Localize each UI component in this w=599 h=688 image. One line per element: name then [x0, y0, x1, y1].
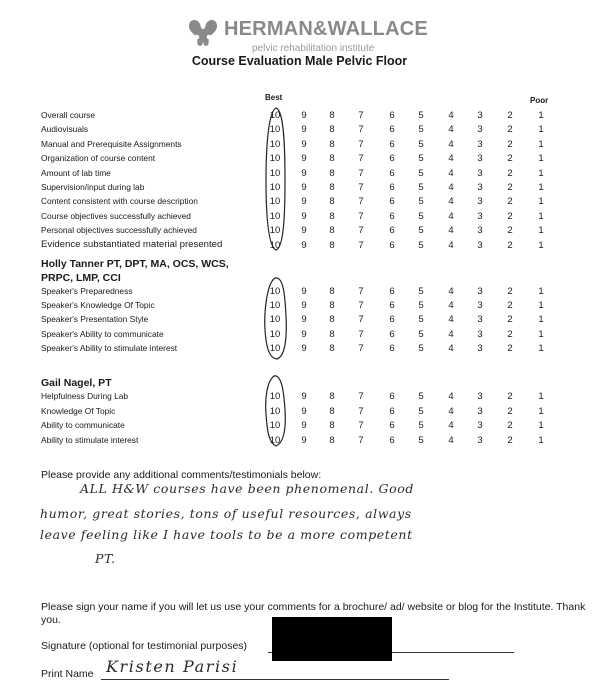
rating-row: [0, 433, 599, 447]
rating-option: 10: [269, 124, 281, 136]
rating-option: 8: [329, 196, 335, 208]
rating-option: 5: [418, 405, 424, 417]
rating-option: 8: [329, 210, 335, 222]
rating-option: 8: [329, 167, 335, 179]
rating-option: 6: [389, 225, 395, 237]
section-speaker-heading: Holly Tanner PT, DPT, MA, OCS, WCS,: [41, 258, 229, 270]
rating-option: 6: [389, 300, 395, 312]
rating-option: 3: [477, 196, 483, 208]
rating-row: [0, 418, 599, 432]
rating-option: 9: [301, 434, 307, 446]
rating-option: 3: [477, 239, 483, 251]
rating-row: [0, 404, 599, 418]
rating-row: [0, 312, 599, 326]
scale-poor-label: Poor: [530, 96, 549, 105]
rating-option: 8: [329, 314, 335, 326]
rating-row: [0, 122, 599, 136]
rating-option: 7: [358, 391, 364, 402]
rating-option: 1: [538, 167, 544, 179]
rating-option: 5: [418, 110, 424, 121]
rating-row: [0, 327, 599, 341]
rating-option: 5: [418, 167, 424, 179]
rating-option: 7: [358, 182, 364, 193]
rating-option: 6: [389, 210, 395, 222]
rating-option: 4: [448, 391, 454, 402]
signature-redaction: [272, 617, 392, 661]
rating-option: 2: [507, 196, 513, 208]
rating-option: 2: [507, 239, 513, 251]
rating-option: 9: [301, 124, 307, 136]
rating-option: 8: [329, 342, 335, 354]
rating-option: 1: [538, 225, 544, 237]
rating-item-label: Organization of course content: [41, 153, 156, 164]
rating-option: 4: [448, 286, 454, 297]
institute-logo: [186, 14, 446, 54]
rating-option: 9: [301, 239, 307, 251]
rating-option: 4: [448, 225, 454, 237]
rating-item-label: Overall course: [41, 110, 95, 120]
rating-item-label: Speaker's Ability to stimulate interest: [41, 342, 178, 353]
rating-option: 9: [301, 286, 307, 297]
rating-option: 10: [269, 391, 281, 402]
rating-item-label: Knowledge Of Topic: [41, 405, 116, 416]
rating-option: 3: [477, 391, 483, 402]
section-speaker-heading: PRPC, LMP, CCI: [41, 272, 121, 284]
rating-option: 8: [329, 420, 335, 432]
rating-option: 10: [269, 300, 281, 312]
rating-option: 8: [329, 434, 335, 446]
rating-option: 4: [448, 196, 454, 208]
rating-option: 9: [301, 210, 307, 222]
rating-row: [0, 166, 599, 180]
rating-option: 5: [418, 239, 424, 251]
rating-option: 9: [301, 225, 307, 237]
rating-option: 6: [389, 434, 395, 446]
rating-item-label: Ability to stimulate interest: [41, 434, 139, 445]
rating-option: 10: [269, 110, 281, 121]
rating-option: 6: [389, 328, 395, 340]
rating-option: 1: [538, 420, 544, 432]
rating-option: 7: [358, 167, 364, 179]
rating-option: 8: [329, 405, 335, 417]
rating-option: 2: [507, 405, 513, 417]
rating-option: 2: [507, 167, 513, 179]
rating-option: 8: [329, 153, 335, 165]
rating-option: 3: [477, 328, 483, 340]
rating-option: 3: [477, 420, 483, 432]
rating-option: 10: [269, 167, 281, 179]
rating-option: 5: [418, 434, 424, 446]
rating-option: 1: [538, 405, 544, 417]
rating-option: 9: [301, 110, 307, 121]
rating-option: 5: [418, 420, 424, 432]
rating-option: 2: [507, 110, 513, 121]
rating-option: 7: [358, 196, 364, 208]
rating-option: 3: [477, 110, 483, 121]
rating-item-label: Course objectives successfully achieved: [41, 210, 191, 221]
rating-option: 3: [477, 286, 483, 297]
rating-option: 5: [418, 391, 424, 402]
brand-tagline: pelvic rehabilitation institute: [252, 43, 375, 54]
rating-option: 7: [358, 124, 364, 136]
rating-item-label: Audiovisuals: [41, 124, 89, 135]
rating-row: [0, 298, 599, 312]
rating-option: 10: [269, 314, 281, 326]
rating-item-label: Amount of lab time: [41, 167, 111, 178]
rating-option: 9: [301, 153, 307, 165]
rating-item-label: Evidence substantiated material presented: [41, 238, 223, 250]
rating-option: 2: [507, 182, 513, 193]
rating-option: 9: [301, 420, 307, 432]
rating-option: 5: [418, 196, 424, 208]
rating-option: 2: [507, 434, 513, 446]
rating-option: 5: [418, 210, 424, 222]
rating-option: 4: [448, 124, 454, 136]
rating-option: 9: [301, 300, 307, 312]
rating-option: 1: [538, 300, 544, 312]
rating-option: 1: [538, 210, 544, 222]
rating-option: 5: [418, 182, 424, 193]
rating-option: 4: [448, 138, 454, 150]
rating-option: 2: [507, 342, 513, 354]
rating-option: 4: [448, 182, 454, 193]
print-name-label: Print Name: [41, 668, 94, 680]
rating-item-label: Supervision/input during lab: [41, 182, 145, 192]
rating-option: 7: [358, 328, 364, 340]
rating-option: 7: [358, 110, 364, 121]
rating-row: [0, 180, 599, 194]
rating-option: 3: [477, 210, 483, 222]
rating-option: 2: [507, 328, 513, 340]
rating-option: 3: [477, 138, 483, 150]
rating-option: 3: [477, 124, 483, 136]
rating-option: 10: [269, 210, 281, 222]
form-title: Course Evaluation Male Pelvic Floor: [191, 54, 408, 68]
rating-option: 7: [358, 286, 364, 297]
rating-option: 3: [477, 182, 483, 193]
rating-option: 10: [269, 286, 281, 297]
rating-option: 10: [269, 138, 281, 150]
rating-option: 8: [329, 391, 335, 402]
rating-option: 1: [538, 286, 544, 297]
rating-option: 8: [329, 300, 335, 312]
rating-option: 7: [358, 420, 364, 432]
rating-option: 3: [477, 153, 483, 165]
rating-option: 10: [269, 342, 281, 354]
rating-option: 10: [269, 434, 281, 446]
handwritten-print-name: Kristen Parisi: [106, 657, 239, 676]
rating-option: 6: [389, 405, 395, 417]
rating-option: 8: [329, 110, 335, 121]
rating-option: 2: [507, 225, 513, 237]
rating-row: [0, 108, 599, 122]
rating-row: [0, 209, 599, 223]
rating-option: 5: [418, 300, 424, 312]
rating-option: 2: [507, 153, 513, 165]
rating-option: 9: [301, 328, 307, 340]
rating-option: 2: [507, 124, 513, 136]
section-speaker-heading: Gail Nagel, PT: [41, 377, 112, 389]
rating-option: 9: [301, 182, 307, 193]
rating-option: 9: [301, 196, 307, 208]
rating-option: 9: [301, 405, 307, 417]
rating-option: 6: [389, 391, 395, 402]
rating-item-label: Content consistent with course description: [41, 196, 198, 207]
rating-option: 6: [389, 124, 395, 136]
rating-option: 6: [389, 153, 395, 165]
rating-option: 1: [538, 342, 544, 354]
rating-option: 1: [538, 239, 544, 251]
rating-item-label: Speaker's Preparedness: [41, 286, 133, 296]
rating-option: 2: [507, 210, 513, 222]
rating-option: 4: [448, 300, 454, 312]
rating-option: 4: [448, 239, 454, 251]
rating-item-label: Speaker's Ability to communicate: [41, 328, 164, 339]
rating-option: 2: [507, 286, 513, 297]
pelvis-logo-icon: [186, 16, 220, 50]
rating-option: 1: [538, 196, 544, 208]
rating-option: 6: [389, 342, 395, 354]
rating-option: 3: [477, 342, 483, 354]
rating-option: 6: [389, 182, 395, 193]
rating-option: 8: [329, 124, 335, 136]
rating-option: 6: [389, 314, 395, 326]
rating-option: 7: [358, 153, 364, 165]
rating-row: [0, 284, 599, 298]
rating-option: 4: [448, 210, 454, 222]
rating-option: 5: [418, 138, 424, 150]
rating-option: 9: [301, 342, 307, 354]
rating-option: 5: [418, 124, 424, 136]
handwritten-comment-line: humor, great stories, tons of useful resources, always: [40, 506, 412, 521]
rating-option: 8: [329, 138, 335, 150]
rating-row: [0, 341, 599, 355]
rating-option: 1: [538, 328, 544, 340]
rating-row: [0, 223, 599, 237]
rating-option: 4: [448, 110, 454, 121]
rating-row: [0, 238, 599, 252]
rating-option: 6: [389, 110, 395, 121]
rating-option: 7: [358, 300, 364, 312]
rating-option: 7: [358, 405, 364, 417]
rating-option: 9: [301, 391, 307, 402]
rating-option: 1: [538, 391, 544, 402]
rating-option: 2: [507, 391, 513, 402]
rating-option: 1: [538, 314, 544, 326]
rating-option: 4: [448, 434, 454, 446]
rating-option: 2: [507, 138, 513, 150]
signature-prompt: Please sign your name if you will let us use your comments for a brochure/ ad/ website or blog for the Institute. Thank you.: [41, 601, 586, 626]
rating-option: 4: [448, 328, 454, 340]
rating-option: 5: [418, 342, 424, 354]
rating-option: 3: [477, 300, 483, 312]
rating-option: 4: [448, 342, 454, 354]
rating-option: 6: [389, 138, 395, 150]
rating-option: 2: [507, 420, 513, 432]
rating-item-label: Speaker's Presentation Style: [41, 314, 149, 325]
rating-option: 7: [358, 239, 364, 251]
rating-option: 1: [538, 138, 544, 150]
rating-option: 9: [301, 167, 307, 179]
scale-best-label: Best: [265, 93, 283, 102]
comments-prompt: Please provide any additional comments/testimonials below:: [41, 469, 322, 481]
rating-option: 2: [507, 300, 513, 312]
rating-option: 10: [269, 153, 281, 165]
rating-option: 8: [329, 328, 335, 340]
rating-option: 7: [358, 225, 364, 237]
rating-option: 4: [448, 405, 454, 417]
rating-option: 3: [477, 225, 483, 237]
rating-option: 5: [418, 225, 424, 237]
rating-item-label: Personal objectives successfully achieved: [41, 225, 197, 236]
rating-option: 6: [389, 420, 395, 432]
rating-option: 1: [538, 124, 544, 136]
rating-row: [0, 137, 599, 151]
rating-item-label: Manual and Prerequisite Assignments: [41, 138, 182, 149]
brand-name: HERMAN&WALLACE: [224, 18, 428, 40]
rating-option: 1: [538, 153, 544, 165]
rating-option: 1: [538, 110, 544, 121]
rating-option: 7: [358, 434, 364, 446]
rating-option: 10: [269, 196, 281, 208]
rating-option: 5: [418, 286, 424, 297]
rating-option: 9: [301, 138, 307, 150]
rating-option: 8: [329, 286, 335, 297]
signature-label: Signature (optional for testimonial purposes): [41, 640, 248, 652]
rating-option: 10: [269, 225, 281, 237]
rating-option: 8: [329, 239, 335, 251]
rating-option: 1: [538, 182, 544, 193]
rating-option: 8: [329, 225, 335, 237]
rating-option: 10: [269, 239, 281, 251]
rating-option: 4: [448, 153, 454, 165]
rating-option: 10: [269, 182, 281, 193]
rating-option: 5: [418, 328, 424, 340]
rating-option: 1: [538, 434, 544, 446]
rating-option: 5: [418, 153, 424, 165]
rating-option: 5: [418, 314, 424, 326]
rating-item-label: Helpfulness During Lab: [41, 391, 129, 401]
rating-option: 7: [358, 342, 364, 354]
rating-option: 9: [301, 314, 307, 326]
handwritten-comment-line: PT.: [95, 551, 116, 566]
rating-option: 10: [269, 405, 281, 417]
rating-option: 4: [448, 167, 454, 179]
rating-option: 7: [358, 210, 364, 222]
handwritten-comment-line: ALL H&W courses have been phenomenal. Good: [80, 481, 414, 496]
rating-option: 6: [389, 167, 395, 179]
rating-option: 3: [477, 405, 483, 417]
rating-option: 4: [448, 420, 454, 432]
rating-option: 7: [358, 314, 364, 326]
rating-option: 6: [389, 239, 395, 251]
rating-item-label: Speaker's Knowledge Of Topic: [41, 300, 155, 311]
rating-option: 6: [389, 196, 395, 208]
rating-row: [0, 389, 599, 403]
rating-option: 10: [269, 420, 281, 432]
rating-option: 7: [358, 138, 364, 150]
rating-option: 3: [477, 314, 483, 326]
rating-option: 8: [329, 182, 335, 193]
rating-option: 6: [389, 286, 395, 297]
print-name-line: [101, 679, 449, 680]
rating-option: 2: [507, 314, 513, 326]
rating-row: [0, 151, 599, 165]
rating-option: 3: [477, 167, 483, 179]
rating-option: 3: [477, 434, 483, 446]
rating-option: 10: [269, 328, 281, 340]
rating-row: [0, 194, 599, 208]
rating-option: 4: [448, 314, 454, 326]
handwritten-comment-line: leave feeling like I have tools to be a more competent: [40, 527, 413, 542]
rating-item-label: Ability to communicate: [41, 420, 125, 431]
